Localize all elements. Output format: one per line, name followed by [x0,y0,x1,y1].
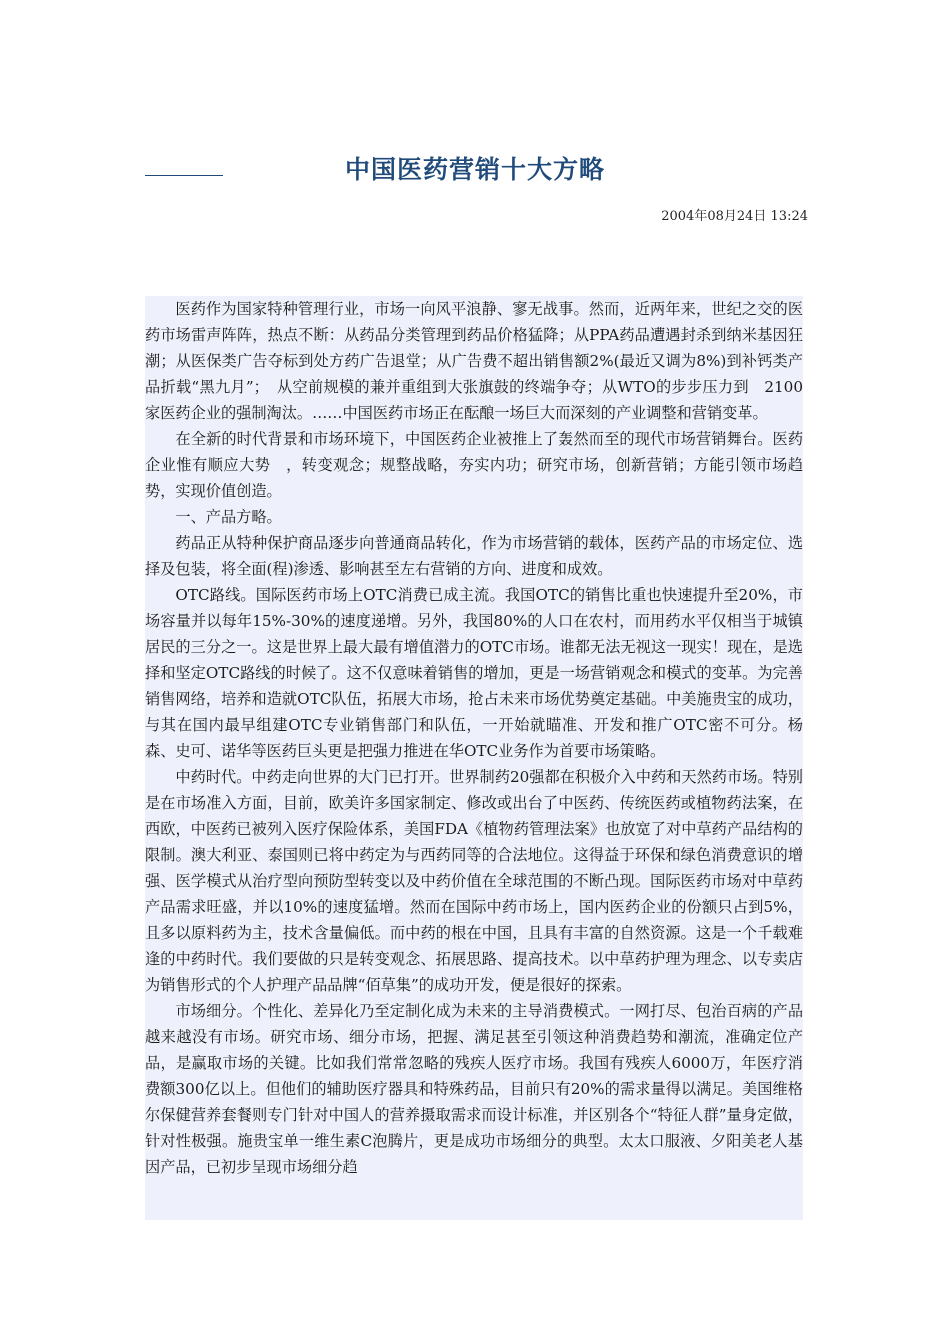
paragraph: OTC路线。国际医药市场上OTC消费已成主流。我国OTC的销售比重也快速提升至20%，市场容量并以每年15%-30%的速度递增。另外，我国80%的人口在农村，而用药水平仅相当于城镇居民的三分之一。这是世界上最大最有增值潜力的OTC市场。谁都无法无视这一现实！现在，是选择和坚定OTC路线的时候了。这不仅意味着销售的增加，更是一场营销观念和模式的变革。为完善销售网络，培养和造就OTC队伍，拓展大市场，抢占未来市场优势奠定基础。中美施贵宝的成功，与其在国内最早组建OTC专业销售部门和队伍，一开始就瞄准、开发和推广OTC密不可分。杨森、史可、诺华等医药巨头更是把强力推进在华OTC业务作为首要市场策略。 [145,586,803,760]
title-underline [145,175,223,176]
paragraph: 在全新的时代背景和市场环境下，中国医药企业被推上了轰然而至的现代市场营销舞台。医药企业惟有顺应大势 ，转变观念；规整战略，夯实内功；研究市场，创新营销；方能引领市场趋势，实现价值创造。 [145,430,803,500]
publish-datetime: 2004年08月24日 13:24 [661,209,808,224]
section-heading: 一、产品方略。 [175,508,282,526]
paragraph: 医药作为国家特种管理行业，市场一向风平浪静、寥无战事。然而，近两年来，世纪之交的医药市场雷声阵阵，热点不断：从药品分类管理到药品价格猛降；从PPA药品遭遇封杀到纳米基因狂潮；从医保类广告夺标到处方药广告退堂；从广告费不超出销售额2%(最近又调为8%)到补钙类产品折载“黑九月”； 从空前规模的兼并重组到大张旗鼓的终端争夺；从WTO的步步压力到 2100家医药企业的强制淘汰。……中国医药市场正在酝酿一场巨大而深刻的产业调整和营销变革。 [145,300,803,422]
paragraph: 中药时代。中药走向世界的大门已打开。世界制药20强都在积极介入中药和天然药市场。特别是在市场准入方面，目前，欧美许多国家制定、修改或出台了中医药、传统医药或植物药法案，在西欧，中医药已被列入医疗保险体系，美国FDA《植物药管理法案》也放宽了对中草药产品结构的限制。澳大利亚、泰国则已将中药定为与西药同等的合法地位。这得益于环保和绿色消费意识的增强、医学模式从治疗型向预防型转变以及中药价值在全球范围的不断凸现。国际医药市场对中草药产品需求旺盛，并以10%的速度猛增。然而在国际中药市场上，国内医药企业的份额只占到5%，且多以原料药为主，技术含量偏低。而中药的根在中国，且具有丰富的自然资源。这是一个千载难逢的中药时代。我们要做的只是转变观念、拓展思路、提高技术。以中草药护理为理念、以专卖店为销售形式的个人护理产品品牌“佰草集”的成功开发，便是很好的探索。 [145,768,803,994]
article-body [145,296,803,1220]
document-title: 中国医药营销十大方略 [344,154,605,184]
paragraph: 药品正从特种保护商品逐步向普通商品转化，作为市场营销的载体，医药产品的市场定位、选择及包装，将全面(程)渗透、影响甚至左右营销的方向、进度和成效。 [145,534,803,578]
paragraph: 市场细分。个性化、差异化乃至定制化成为未来的主导消费模式。一网打尽、包治百病的产品越来越没有市场。研究市场、细分市场，把握、满足甚至引领这种消费趋势和潮流，准确定位产品，是赢取市场的关键。比如我们常常忽略的残疾人医疗市场。我国有残疾人6000万，年医疗消费额300亿以上。但他们的辅助医疗器具和特殊药品，目前只有20%的需求量得以满足。美国维格尔保健营养套餐则专门针对中国人的营养摄取需求而设计标准，并区别各个“特征人群”量身定做，针对性极强。施贵宝单一维生素C泡腾片，更是成功市场细分的典型。太太口服液、夕阳美老人基因产品，已初步呈现市场细分趋 [145,1002,803,1176]
